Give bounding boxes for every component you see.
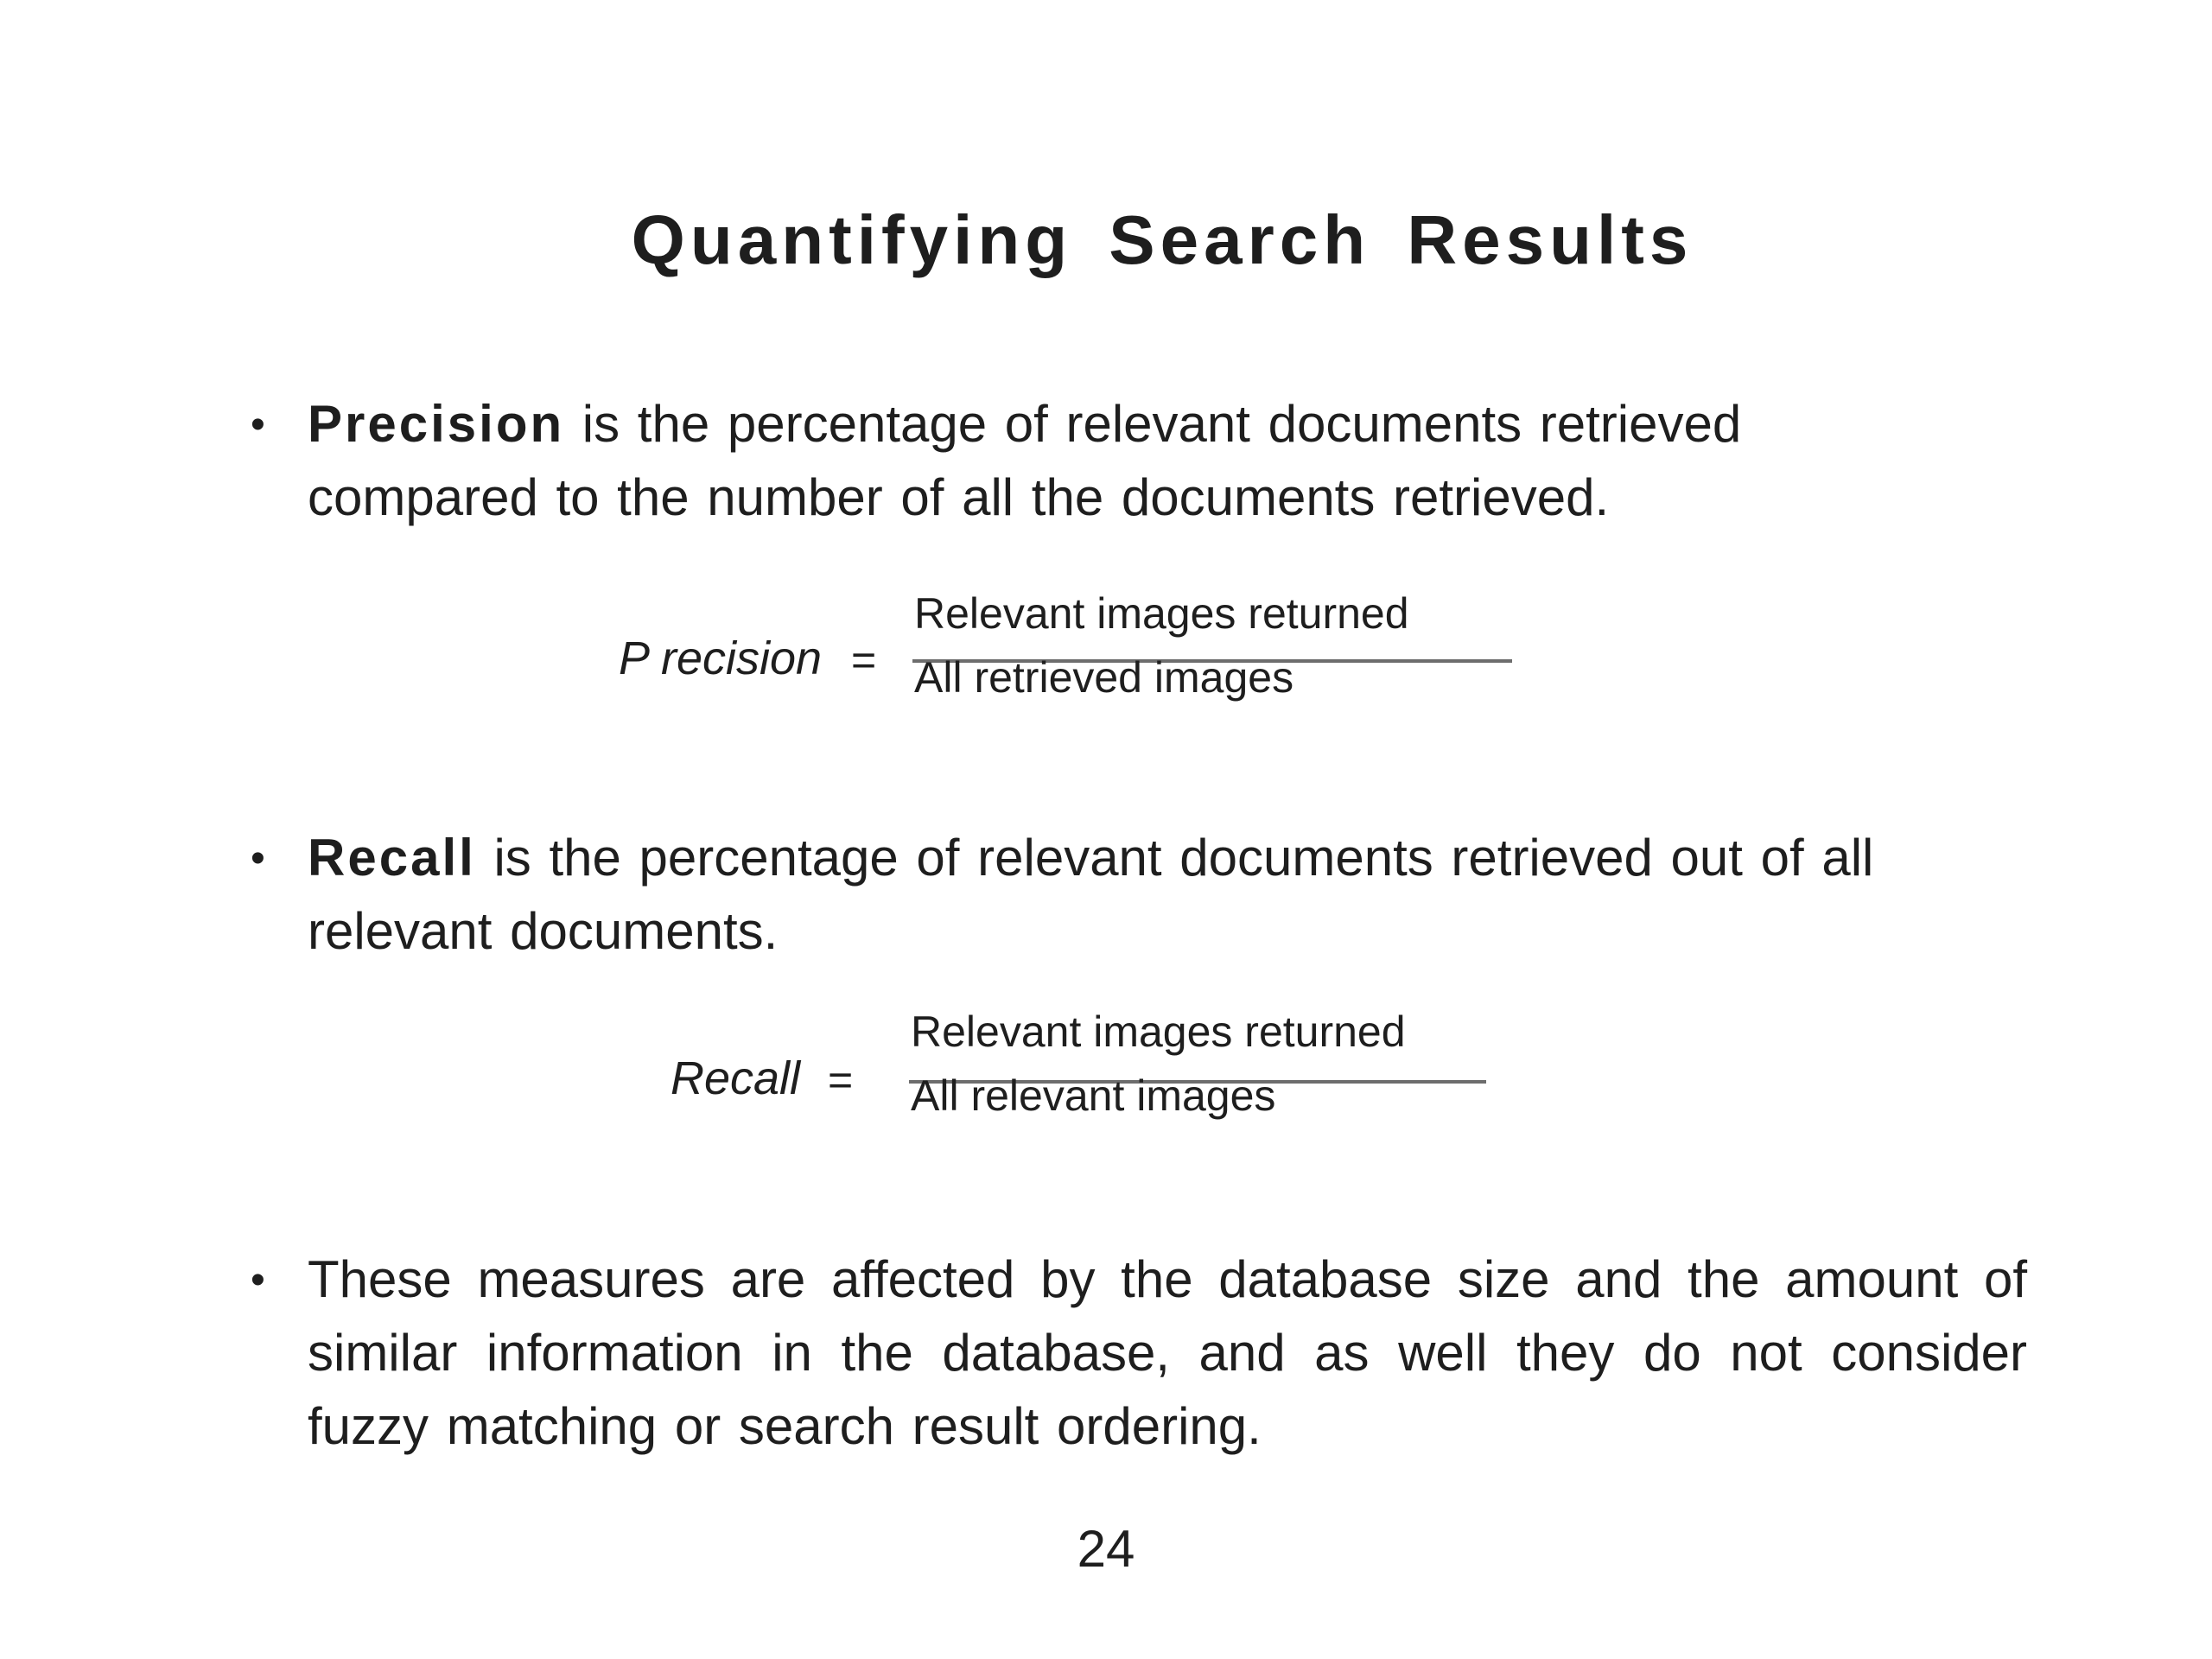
recall-formula-label: Recall (671, 1052, 801, 1104)
precision-term: Precision (308, 395, 565, 453)
recall-numerator: Relevant images returned (911, 1007, 1406, 1056)
precision-definition (308, 387, 1880, 534)
precision-equals-sign: = (851, 636, 877, 684)
measures-note: These measures are affected by the database size and the amount of similar information in the database, and as well they do not consider fuzzy matching or search result ordering. (308, 1250, 2027, 1455)
page-number: 24 (1077, 1520, 1135, 1578)
recall-term: Recall (308, 829, 476, 887)
recall-text: is the percentage of relevant documents retrieved out of all relevant documents. (308, 829, 1874, 960)
bullet-marker: • (251, 836, 265, 881)
recall-equals-sign: = (828, 1056, 854, 1104)
recall-denominator: All relevant images (911, 1071, 1276, 1120)
bullet-marker: • (251, 1257, 265, 1303)
precision-text: is the percentage of relevant documents retrieved compared to the number of all the documents retrieved. (308, 395, 1742, 526)
recall-definition (308, 821, 2044, 968)
precision-numerator: Relevant images returned (914, 589, 1409, 638)
bullet-marker: • (251, 402, 265, 448)
precision-formula-label: P recision (619, 632, 823, 684)
slide-title: Quantifying Search Results (631, 201, 1694, 278)
precision-denominator: All retrieved images (914, 653, 1294, 702)
